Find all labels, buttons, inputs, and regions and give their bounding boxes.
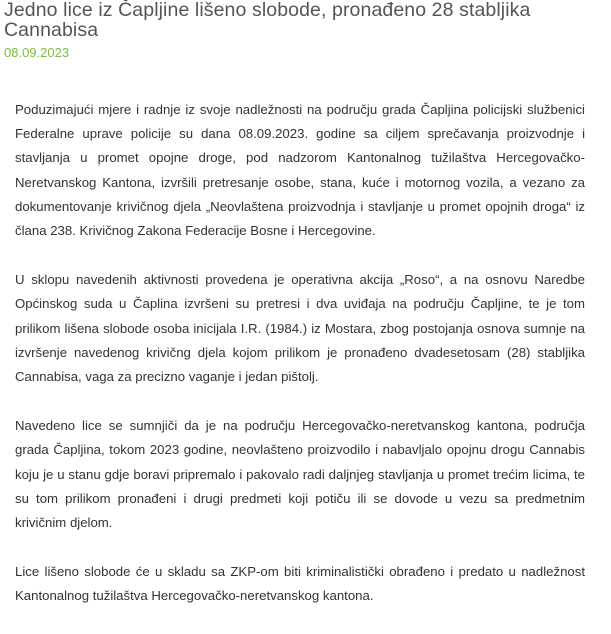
article: [0, 0, 611, 61]
article-date: 08.09.2023: [4, 45, 70, 60]
article-paragraph-2: U sklopu navedenih aktivnosti provedena je operativna akcija „Roso“, a na osnovu Naredbe Općinskog suda u Čaplina izvršeni su pretresi i dva uviđaja na području Čapljine, te je tom prilikom lišena slobode osoba inicijala I.R. (1984.) iz Mostara, zbog postojanja osnova sumnje na izvršenje navedenog krivičng djela kojom prilikom je pronađeno dvadesetosam (28) stabljika Cannabisa, vaga za precizno vaganje i jedan pištolj.: [15, 272, 585, 385]
article-paragraph-4: Lice lišeno slobode će u skladu sa ZKP-om biti kriminalistički obrađeno i predato u nadležnost Kantonalnog tužilaštva Hercegovačko-neretvanskog kantona.: [15, 564, 585, 604]
article-title: Jedno lice iz Čapljine lišeno slobode, pronađeno 28 stabljika Cannabisa: [4, 0, 531, 41]
article-paragraph-3: Navedeno lice se sumnjiči da je na području Hercegovačko-neretvanskog kantona, područja grada Čapljina, tokom 2023 godine, neovlašteno proizvodilo i nabavljalo opojnu drogu Cannabis koju je u stanu gdje boravi pripremalo i pakovalo radi daljnjeg stavljanja u promet trećim licima, te su tom prilikom pronađeni i drugi predmeti koji potiču ili se dovode u vezu sa predmetnim krivičnim djelom.: [15, 418, 585, 531]
article-paragraph-1: Poduzimajući mjere i radnje iz svoje nadležnosti na području grada Čapljina policijski službenici Federalne uprave policije su dana 08.09.2023. godine sa ciljem sprečavanja proizvodnje i stavljanja u promet opojne droge, pod nadzorom Kantonalnog tužilaštva Hercegovačko-Neretvanskog Kantona, izvršili pretresanje osobe, stana, kuće i motornog vozila, a vezano za dokumentovanje krivičnog djela „Neovlaštena proizvodnja i stavljanje u promet opojnih droga“ iz člana 238. Krivičnog Zakona Federacije Bosne i Hercegovine.: [15, 102, 585, 239]
article-body: [15, 98, 585, 634]
